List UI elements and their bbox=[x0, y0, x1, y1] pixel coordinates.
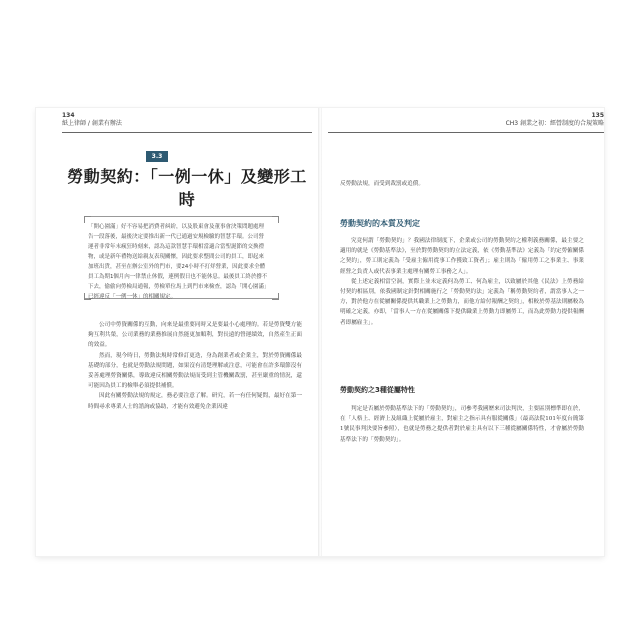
body-paragraph: 然而，現今時日，勞動法規時常修訂更迭，身為創業者或企業主，對於勞資關係最基礎的部分，也就是勞動法規問題，如果沒有清楚理解或注意，可能會在許多環節沒有妥善處理勞資關係，導致違反相關勞動法規而受到主管機關裁罰，甚至嚴重的情況，還可能因為員工的檢舉必須提供補償。 bbox=[88, 352, 302, 390]
right-running-header: CH3 創業之初：經營制度的合規策略 bbox=[505, 120, 604, 127]
left-page-number: 134 bbox=[62, 112, 75, 119]
body-paragraph: 因此有關勞動法規的規定，務必要注意了解。研究，若一有任何疑問，最好在第一時間尋求專業人士的諮詢或協助，才能有效避免企業因違 bbox=[88, 393, 302, 410]
case-quote-box bbox=[88, 222, 268, 300]
section-number-badge: 3.3 bbox=[146, 151, 168, 162]
body-paragraph: 判定是否屬於勞動基準法下的「勞動契約」，司參考我國歷來司法判決，主要區別標準即在於，在「人格上、經濟上及組織上從屬於雇主，對雇主之指示具有服從關係」（最高法院101年度台簡第1號民事判決要旨參照），也就是勞務之提供者對於雇主具有以下三種從屬關係特性，才會屬於勞動基準法下的「勞動契約」。 bbox=[340, 406, 584, 443]
right-page-header bbox=[506, 112, 604, 128]
section-heading: 勞動契約的本質及判定 bbox=[340, 219, 420, 228]
quote-box-top-border bbox=[84, 216, 278, 217]
right-header-rule bbox=[328, 132, 604, 133]
body-paragraph: 公司中勞資關係的互動，向來是最重要同時又是要最小心處理的。若是勞資雙方能夠互利共榮，公司業務的業務推展自然能更加順利，對長遠的營運績效，自然產生正面的效益。 bbox=[88, 322, 302, 349]
left-body-text bbox=[88, 320, 302, 412]
left-page-header bbox=[62, 112, 122, 128]
continued-text bbox=[340, 179, 580, 189]
right-body-text-1 bbox=[340, 236, 584, 328]
right-body-text-2 bbox=[340, 404, 584, 445]
continued-paragraph: 反勞動法規，而受到裁罰或追償。 bbox=[340, 181, 424, 187]
subheading: 勞動契約之3種從屬特性 bbox=[340, 386, 415, 394]
left-running-header: 紙上律師 / 創業有辦法 bbox=[62, 120, 122, 127]
case-quote-text: 「開心園滿」好不容易把消費者糾紛，以及股東會及董事會決策問題處理告一段落後，最後決定要推出新一代已通過安規檢驗的智慧手環。公司營運者非常年末瘋狂時刻來，認為這款智慧手環相當適合當聖誕節的交換禮物，或是新年禮物送給親友表現關懷，因此要求整間公司的員工，即起來加班出貨，甚至在辦公室外的門市，要24小時不打烊營業，因此要求全體員工為期1個月內一律禁止休假，連例假日也不能休息。最後員工終於撐不下去，偷偷向勞檢局通報，勞檢單位馬上到門市來檢查，認為「開心園滿」已經違反「一例一休」的相關規定。 bbox=[88, 224, 268, 300]
chapter-title: 勞動契約：「一例一休」及變形工時 bbox=[67, 167, 307, 209]
body-paragraph: 從上述定義相當空洞，實際上並未定義何為勞工、何為雇主，以致屬於其他《民法》上勞務給付契約相區別，依我國制定針對相關施行之「勞動契約法」定義為「稱勞動契約者，謂當事人之一方，對於他方在從屬關係提供其職業上之勞動力，而他方給付報酬之契約」，相較於勞基法則屬較為明確之定義，亦即，「當事人一方在從屬關係下提供職業上勞動力即屬勞工，而為此勞動力提供報酬者即屬雇主」。 bbox=[340, 278, 584, 326]
quote-box-corner bbox=[272, 293, 279, 300]
book-gutter bbox=[318, 108, 322, 556]
left-header-rule bbox=[62, 132, 312, 133]
right-page-number: 135 bbox=[591, 112, 604, 119]
quote-box-corner bbox=[272, 216, 279, 223]
body-paragraph: 究竟何謂「勞動契約」？我國法律制度下，企業或公司的勞動契約之權利義務關係，最主要之適用的就是《勞動基準法》，至於對勞動契約的立法定義，依《勞動基準法》定義為「約定勞僱關係之契約」，勞工則定義為「受雇主僱用從事工作獲致工資者」；雇主則為「僱用勞工之事業主、事業經營之負責人或代表事業主處理有關勞工事務之人」。 bbox=[340, 238, 584, 275]
